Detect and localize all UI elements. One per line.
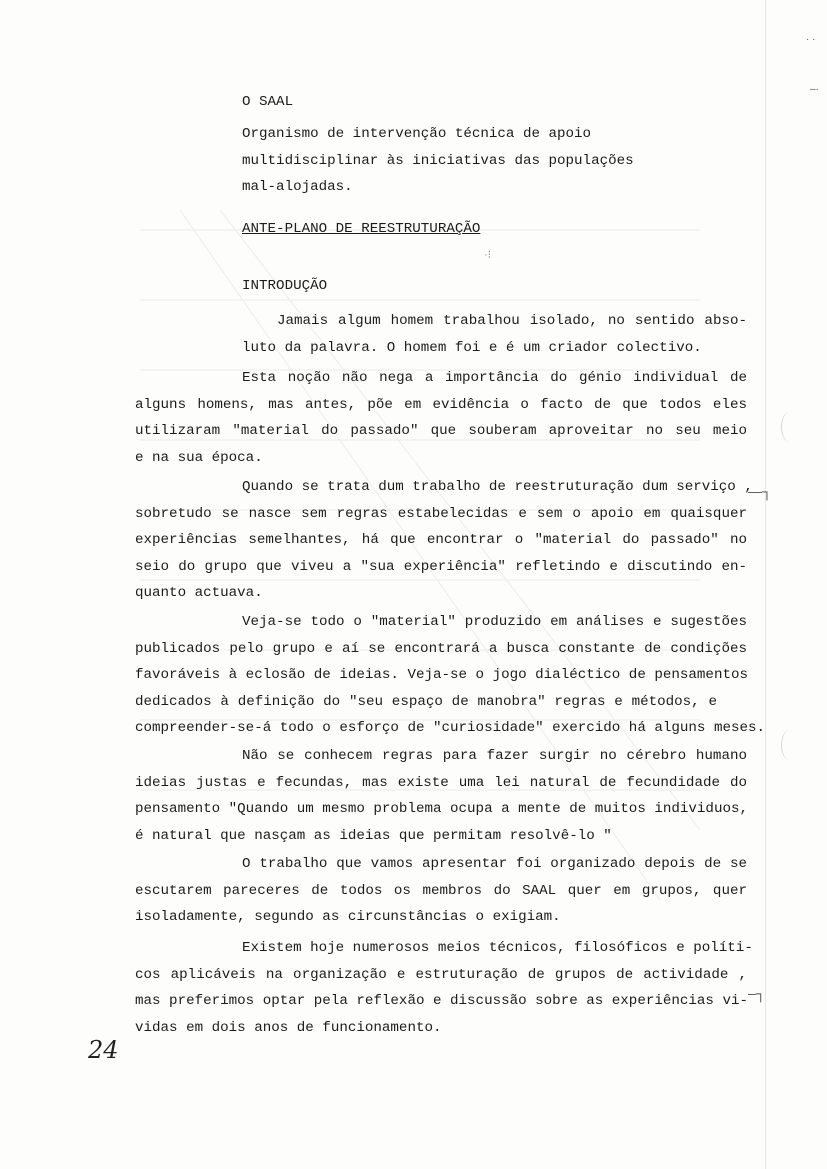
org-line: Organismo de intervenção técnica de apoio [242,126,592,142]
paragraph [135,935,753,1041]
org-line: multidisciplinar às iniciativas das populações [242,152,634,169]
org-line: mal-alojadas. [242,179,353,196]
paragraph-line: vidas em dois anos de funcionamento. [135,1019,442,1036]
margin-bracket-mark: –┐ [748,985,766,1001]
paragraph-line: luto da palavra. O homem foi e é um criador colectivo. [242,339,702,356]
paragraph-line: seio do grupo que viveu a "sua experiência" refletindo e discutindo en- [135,558,747,575]
margin-dash-mark: –· [810,84,819,95]
paragraph-line: Esta noção não nega a importância do génio individual de [242,370,747,386]
margin-dot-mark: · · [806,34,816,45]
paragraph-line: favoráveis à eclosão de ideias. Veja-se o jogo dialéctico de pensamentos [135,667,748,684]
paragraph-line: escutarem pareceres de todos os membros do SAAL quer em grupos, quer [135,882,747,899]
margin-bracket-mark: —┐ [748,483,772,499]
paragraph-line: mas preferimos optar pela reflexão e discussão sobre as experiências vi- [135,993,748,1010]
handwritten-page-number: 24 [88,1036,119,1064]
paragraph [135,308,747,361]
paragraph-line: compreender-se-á todo o esforço de "curiosidade" exercido há alguns meses. [135,720,766,737]
document-title: ANTE-PLANO DE REESTRUTURAÇÃO [242,221,481,237]
paragraph-line: experiências semelhantes, há que encontrar o "material do passado" no [135,532,747,549]
paragraph-line: utilizaram "material do passado" que souberam aproveitar no seu meio [135,423,747,440]
paragraph-line: publicados pelo grupo e aí se encontrará a busca constante de condições [135,640,747,657]
paragraph-line: pensamento "Quando um mesmo problema ocupa a mente de muitos individuos, [135,801,748,818]
paragraph-line: dedicados à definição do "seu espaço de manobra" regras e métodos, e [135,693,717,710]
document-header: O SAAL [242,94,294,110]
paragraph [135,365,747,471]
paragraph-line: Existem hoje numerosos meios técnicos, filosóficos e políti- [242,940,753,956]
punch-hole-mark [781,412,798,442]
punch-hole-mark [781,730,798,760]
paragraph-line: cos aplicáveis na organização e estruturação de grupos de actividade , [135,966,747,983]
paragraph-line: quanto actuava. [135,585,263,602]
organisation-description [242,121,642,201]
paragraph-line: Veja-se todo o "material" produzido em análises e sugestões [242,614,747,630]
paragraph-line: Não se conhecem regras para fazer surgir no cérebro humano [242,748,747,764]
paragraph [135,743,747,849]
paragraph-line: Quando se trata dum trabalho de reestruturação dum serviço , [242,479,753,495]
paragraph [135,609,766,742]
paragraph-line: e na sua época. [135,449,263,466]
paragraph-line: isoladamente, segundo as circunstâncias o exigiam. [135,909,561,926]
paragraph [135,474,753,607]
paragraph-line: alguns homens, mas antes, põe em evidência o facto de que todos eles [135,396,747,413]
paragraph-line: ideias justas e fecundas, mas existe uma lei natural de fecundidade do [135,774,747,791]
section-heading: INTRODUÇÃO [242,278,328,294]
paragraph-line: é natural que nasçam as ideias que permitam resolvê-lo " [135,827,612,844]
paragraph-line: O trabalho que vamos apresentar foi organizado depois de se [242,856,747,872]
ink-speck-mark: ·⁝ [484,249,492,261]
paragraph-line: sobretudo se nasce sem regras estabelecidas e sem o apoio em quaisquer [135,505,747,522]
paragraph-line: Jamais algum homem trabalhou isolado, no sentido abso- [277,313,747,329]
paragraph [135,851,747,931]
